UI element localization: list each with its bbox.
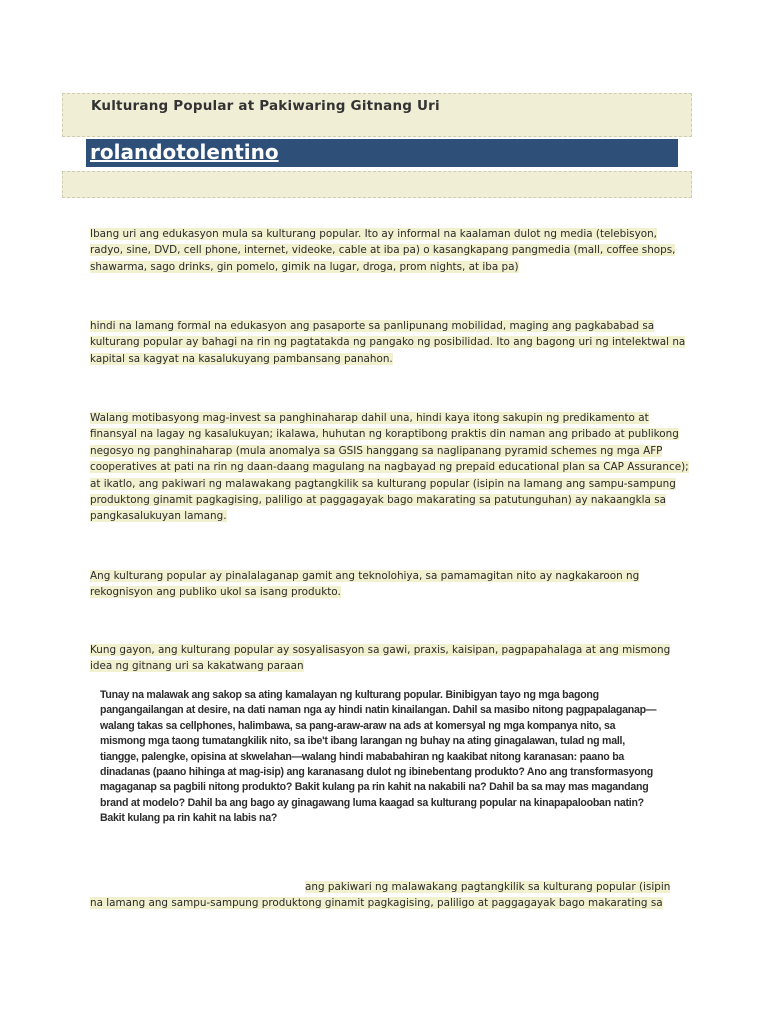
author-link[interactable]: rolandotolentino	[90, 140, 279, 164]
paragraph-6-line-1-text: ang pakiwari ng malawakang pagtangkilik sa kulturang popular (isipin	[305, 881, 671, 893]
paragraph-6-line-2-text: na lamang ang sampu-sampung produktong ginamit pagkagising, paliligo at paggagayak bago makarating sa	[90, 897, 663, 909]
article-title: Kulturang Popular at Pakiwaring Gitnang Uri	[91, 98, 440, 114]
article-header	[62, 93, 692, 137]
header-spacer-box	[62, 171, 692, 198]
paragraph-1	[90, 226, 690, 275]
paragraph-4-text: Ang kulturang popular ay pinalalaganap gamit ang teknolohiya, sa pamamagitan nito ay nagkakaroon ng rekognisyon ang publiko ukol sa isang produkto.	[90, 570, 640, 599]
paragraph-6-line-1	[305, 879, 685, 895]
paragraph-3	[90, 410, 690, 525]
paragraph-6-line-2	[90, 895, 690, 911]
quote-block: Tunay na malawak ang sakop sa ating kamalayan ng kulturang popular. Binibigyan tayo ng mga bagong pangangailangan at desire, na dati naman nga ay hindi natin kinailangan. Dahil sa masibo nitong pagpapalaganap—walang takas sa cellphones, halimbawa, sa pang-araw-araw na ads at komersyal ng mga kompanya nito, sa mismong mga taong tumatangkilik nito, sa ibe't ibang larangan ng buhay na ating ginagalawan, tulad ng mall, tiangge, palengke, opisina at skwelahan—walang hindi mababahiran ng kaakibat nitong karanasan: paano ba dinadanas (paano hihinga at mag-isip) ang karanasang dulot ng ibinebentang produkto? Ano ang transformasyong magaganap sa pagbili nitong produkto? Bakit kulang pa rin kahit na nakabili na? Dahil ba sa may mas magandang brand at modelo? Dahil ba ang bago ay ginagawang luma kaagad sa kulturang popular na kinapapalooban natin? Bakit kulang pa rin kahit na labis na?	[100, 689, 657, 825]
paragraph-3-text: Walang motibasyong mag-invest sa panghinaharap dahil una, hindi kaya itong sakupin ng predikamento at finansyal na lagay ng kasalukuyan; ikalawa, huhutan ng koraptibong praktis din naman ang pribado at publikong negosyo ng panghinaharap (mula anomalya sa GSIS hanggang sa naglipanang pyramid schemes ng mga AFP cooperatives at pati na rin ng daan-daang magulang na nagbayad ng prepaid educational plan sa CAP Assurance); at ikatlo, ang pakiwari ng malawakang pagtangkilik sa kulturang popular (isipin na lamang ang sampu-sampung produktong ginamit pagkagising, paliligo at paggagayak bago makarating sa patutunguhan) ay nakaangkla sa pangkasalukuyan lamang.	[90, 412, 689, 523]
paragraph-1-text: Ibang uri ang edukasyon mula sa kulturang popular. Ito ay informal na kaalaman dulot ng media (telebisyon, radyo, sine, DVD, cell phone, internet, videoke, cable at iba pa) o kasangkapang pangmedia (mall, coffee shops, shawarma, sago drinks, gin pomelo, gimik na lugar, droga, prom nights, at iba pa)	[90, 228, 676, 273]
paragraph-5	[90, 642, 690, 675]
paragraph-2	[90, 318, 690, 367]
paragraph-5-text: Kung gayon, ang kulturang popular ay sosyalisasyon sa gawi, praxis, kaisipan, pagpapahalaga at ang mismong idea ng gitnang uri sa kakatwang paraan	[90, 644, 671, 673]
paragraph-4	[90, 568, 690, 601]
author-bar	[86, 139, 678, 167]
paragraph-2-text: hindi na lamang formal na edukasyon ang pasaporte sa panlipunang mobilidad, maging ang pagkababad sa kulturang popular ay bahagi na rin ng pagtatakda ng pangako ng posibilidad. Ito ang bagong uri ng intelektwal na kapital sa kagyat na kasalukuyang pambansang panahon.	[90, 320, 686, 365]
